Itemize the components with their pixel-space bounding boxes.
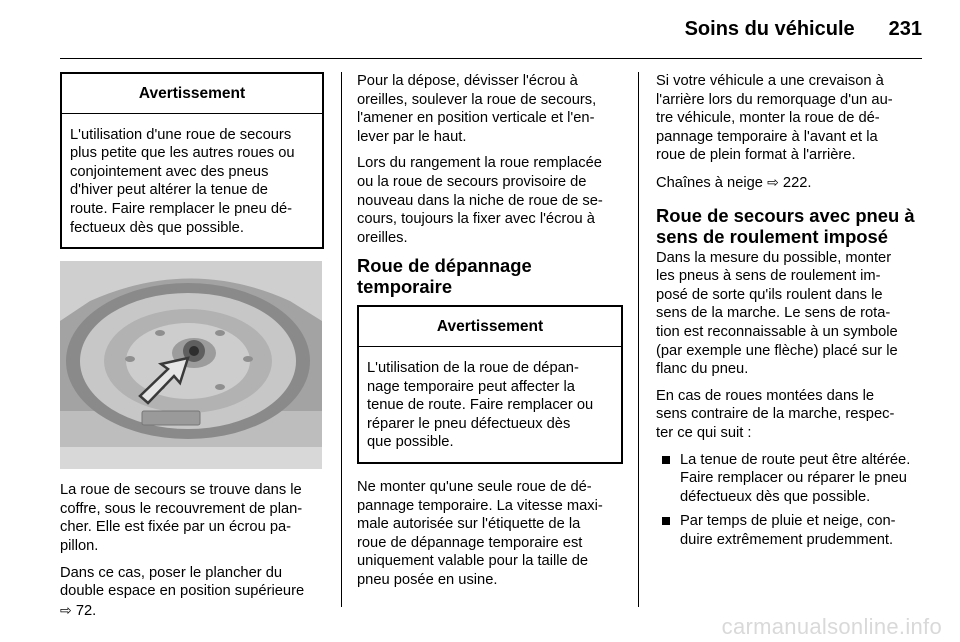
- paragraph: En cas de roues montées dans le sens contraire de la marche, respec- ter ce qui suit :: [656, 387, 895, 441]
- spare-wheel-photo: [60, 261, 322, 469]
- warning-title: Avertissement: [62, 74, 322, 114]
- page-reference: 222.: [782, 174, 812, 191]
- warning-box-2: [357, 305, 623, 464]
- warning-text: L'utilisation de la roue de dépan- nage temporaire peut affecter la tenue de route. Faire remplacer ou réparer le pneu défectueux dès que possible.: [367, 359, 594, 451]
- column-2: [357, 72, 623, 597]
- paragraph: Si votre véhicule a une crevaison à l'arrière lors du remorquage d'un au- tre véhicule, monter la roue de dé- pannage temporaire à l'avant et la roue de plein format à l'arrière.: [656, 73, 893, 164]
- paragraph: Ne monter qu'une seule roue de dé- pannage temporaire. La vitesse maxi- male autorisée sur l'étiquette de la roue de dépannage temporaire est uniquement valable pour la taille de pneu posée en usine.: [357, 478, 603, 588]
- page-title: Soins du véhicule: [684, 18, 855, 40]
- page-reference: 72.: [75, 602, 97, 619]
- bullet-square-icon: [662, 517, 670, 525]
- bullet-list: [656, 451, 922, 550]
- arrow-icon: ⇨: [60, 601, 72, 618]
- paragraph: Lors du rangement la roue remplacée ou la roue de secours provisoire de nouveau dans la niche de roue de se- cours, toujours la fixer avec l'écrou à oreilles.: [357, 155, 603, 246]
- column-1: [60, 72, 324, 628]
- paragraph: La roue de secours se trouve dans le coffre, sous le recouvrement de plan- cher. Elle est fixée par un écrou pa- pillon.: [60, 482, 303, 554]
- paragraph-text: Dans ce cas, poser le plancher du double espace en position supérieure: [60, 564, 305, 600]
- warning-title: Avertissement: [359, 307, 621, 347]
- list-item: [662, 512, 922, 549]
- column-divider-1: [341, 72, 342, 607]
- arrow-icon: ⇨: [767, 173, 779, 190]
- list-item: [662, 451, 922, 507]
- watermark: carmanualsonline.info: [721, 614, 942, 639]
- header-divider: [60, 58, 922, 59]
- paragraph: Dans la mesure du possible, monter les pneus à sens de roulement im- posé de sorte qu'ils roulent dans le sens de la marche. Le sens de rota- tion est reconnaissable à un symbole (par exemple une flèche) placé sur le flanc du pneu.: [656, 249, 898, 378]
- page-header: [685, 18, 922, 41]
- column-3: [656, 72, 922, 555]
- bullet-square-icon: [662, 456, 670, 464]
- column-divider-2: [638, 72, 639, 607]
- list-item-text: La tenue de route peut être altérée. Faire remplacer ou réparer le pneu défectueux dès que possible.: [680, 451, 911, 505]
- spare-wheel-illustration: [60, 261, 322, 469]
- section-heading: Roue de secours avec pneu à sens de roulement imposé: [656, 204, 915, 247]
- section-heading: Roue de dépannage temporaire: [357, 255, 532, 298]
- list-item-text: Par temps de pluie et neige, con- duire extrêmement prudemment.: [680, 513, 896, 548]
- snow-chains-reference: [656, 173, 922, 193]
- warning-text: L'utilisation d'une roue de secours plus petite que les autres roues ou conjointement avec des pneus d'hiver peut altérer la tenue de route. Faire remplacer le pneu dé- fectueux dès que possible.: [70, 126, 295, 236]
- warning-box-1: [60, 72, 324, 249]
- paragraph: Pour la dépose, dévisser l'écrou à oreilles, soulever la roue de secours, l'amener en position verticale et l'en- lever par le haut.: [357, 73, 597, 145]
- reference-label: Chaînes à neige: [656, 174, 763, 191]
- page-number: 231: [888, 18, 922, 40]
- paragraph-with-reference: [60, 564, 324, 621]
